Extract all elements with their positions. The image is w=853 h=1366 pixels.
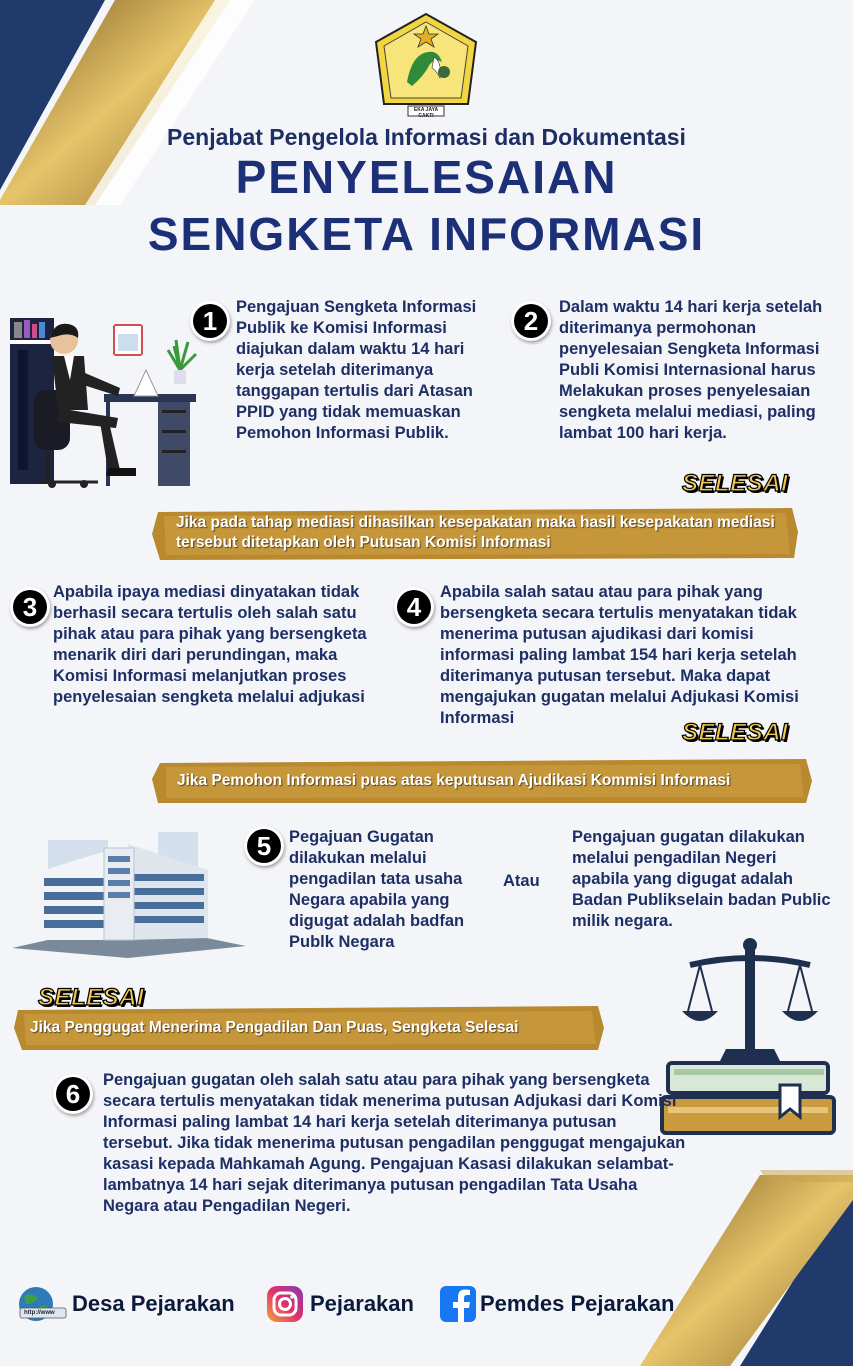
banner-lawsuit-accepted bbox=[14, 1004, 606, 1052]
banner-adjudication-accepted bbox=[152, 757, 814, 805]
instagram-icon bbox=[266, 1285, 304, 1323]
page-title-line1: PENYELESAIAN bbox=[235, 151, 618, 203]
step-3-number: 3 bbox=[13, 590, 47, 624]
globe-icon bbox=[16, 1284, 68, 1324]
facebook-icon bbox=[440, 1286, 476, 1322]
regency-emblem bbox=[372, 12, 480, 120]
step-1-text: Pengajuan Sengketa Informasi Publik ke Komisi Informasi diajukan dalam waktu 14 hari kerja setelah diterimanya tanggapan tertulis dari Atasan PPID yang tidak memuaskan Pemohon Informasi Publik. bbox=[236, 298, 477, 442]
footer-instagram bbox=[266, 1284, 414, 1324]
step-4-text: Apabila salah satau atau para pihak yang bersengketa secara tertulis menyatakan tidak menerima putusan ajudikasi dari komisi informasi paling lambat 154 hari kerja setelah diterimanya putusan tersebut. Maka dapat mengajukan gugatan melalui Adjukasi Komisi Informasi bbox=[440, 583, 799, 727]
banner-3-text: Jika Penggugat Menerima Pengadilan Dan Puas, Sengketa Selesai bbox=[30, 1019, 519, 1036]
selesai-label-1: SELESAI bbox=[682, 470, 789, 497]
step-5-number: 5 bbox=[247, 829, 281, 863]
page-subtitle: Penjabat Pengelola Informasi dan Dokumentasi bbox=[167, 124, 686, 150]
step-4-number: 4 bbox=[397, 590, 431, 624]
footer-instagram-label: Pejarakan bbox=[310, 1291, 414, 1316]
footer-web-label: Desa Pejarakan bbox=[72, 1291, 235, 1316]
page-title-line2: SENGKETA INFORMASI bbox=[147, 208, 706, 260]
step-5-alt-text: Pengajuan gugatan dilakukan melalui pengadilan Negeri apabila yang digugat adalah Badan Publikselain badan Public milik negara. bbox=[572, 828, 831, 930]
banner-mediation-agreement bbox=[152, 504, 800, 562]
emblem-motto: EKA JAYA CAKTI bbox=[413, 107, 439, 119]
step-2-number: 2 bbox=[514, 304, 548, 338]
selesai-label-3: SELESAI bbox=[38, 984, 145, 1011]
banner-2-text: Jika Pemohon Informasi puas atas keputusan Ajudikasi Kommisi Informasi bbox=[177, 772, 731, 789]
step-5-text: Pegajuan Gugatan dilakukan melalui pengadilan tata usaha Negara apabila yang digugat adalah badfan Publk Negara bbox=[289, 828, 465, 951]
footer-facebook bbox=[440, 1284, 674, 1324]
office-worker-illustration bbox=[8, 310, 200, 492]
footer-facebook-label: Pemdes Pejarakan bbox=[480, 1291, 675, 1316]
government-building-illustration bbox=[8, 812, 248, 962]
web-icon-text: http://www bbox=[24, 1310, 55, 1316]
step-6-text: Pengajuan gugatan oleh salah satu atau para pihak yang bersengketa secara tertulis menyatakan tidak menerima putusan Adjukasi dari Komisi Informasi paling lambat 14 hari kerja setelah diterimanya putusan tersebut. Jika tidak menerima putusan pengadilan penggugat mengajukan kasasi kepada Mahkamah Agung. Pengajuan Kasasi dilakukan selambat-lambatnya 14 hari sejak diterimanya putusan pengadilan Tata Usaha Negara atau Pengadilan Negeri. bbox=[103, 1071, 686, 1215]
step-1-number: 1 bbox=[193, 304, 227, 338]
step-5-or-connector: Atau bbox=[503, 872, 540, 890]
banner-1-text: Jika pada tahap mediasi dihasilkan kesepakatan maka hasil kesepakatan mediasi tersebut ditetapkan oleh Putusan Komisi Informasi bbox=[176, 514, 775, 551]
footer-web bbox=[16, 1284, 235, 1324]
selesai-label-2: SELESAI bbox=[682, 719, 789, 746]
step-6-number: 6 bbox=[56, 1077, 90, 1111]
step-3-text: Apabila ipaya mediasi dinyatakan tidak berhasil secara tertulis oleh salah satu pihak atau para pihak yang bersengketa menarik diri dari perundingan, maka Komisi Informasi melanjutkan proses penyelesaian sengketa melalui adjukasi bbox=[53, 583, 367, 706]
step-2-text: Dalam waktu 14 hari kerja setelah diterimanya permohonan penyelesaian Sengketa Informasi Publi Komisi Internasional harus Melakukan proses penyelesaian sengketa melalui mediasi, paling lambat 100 hari kerja. bbox=[559, 298, 823, 442]
